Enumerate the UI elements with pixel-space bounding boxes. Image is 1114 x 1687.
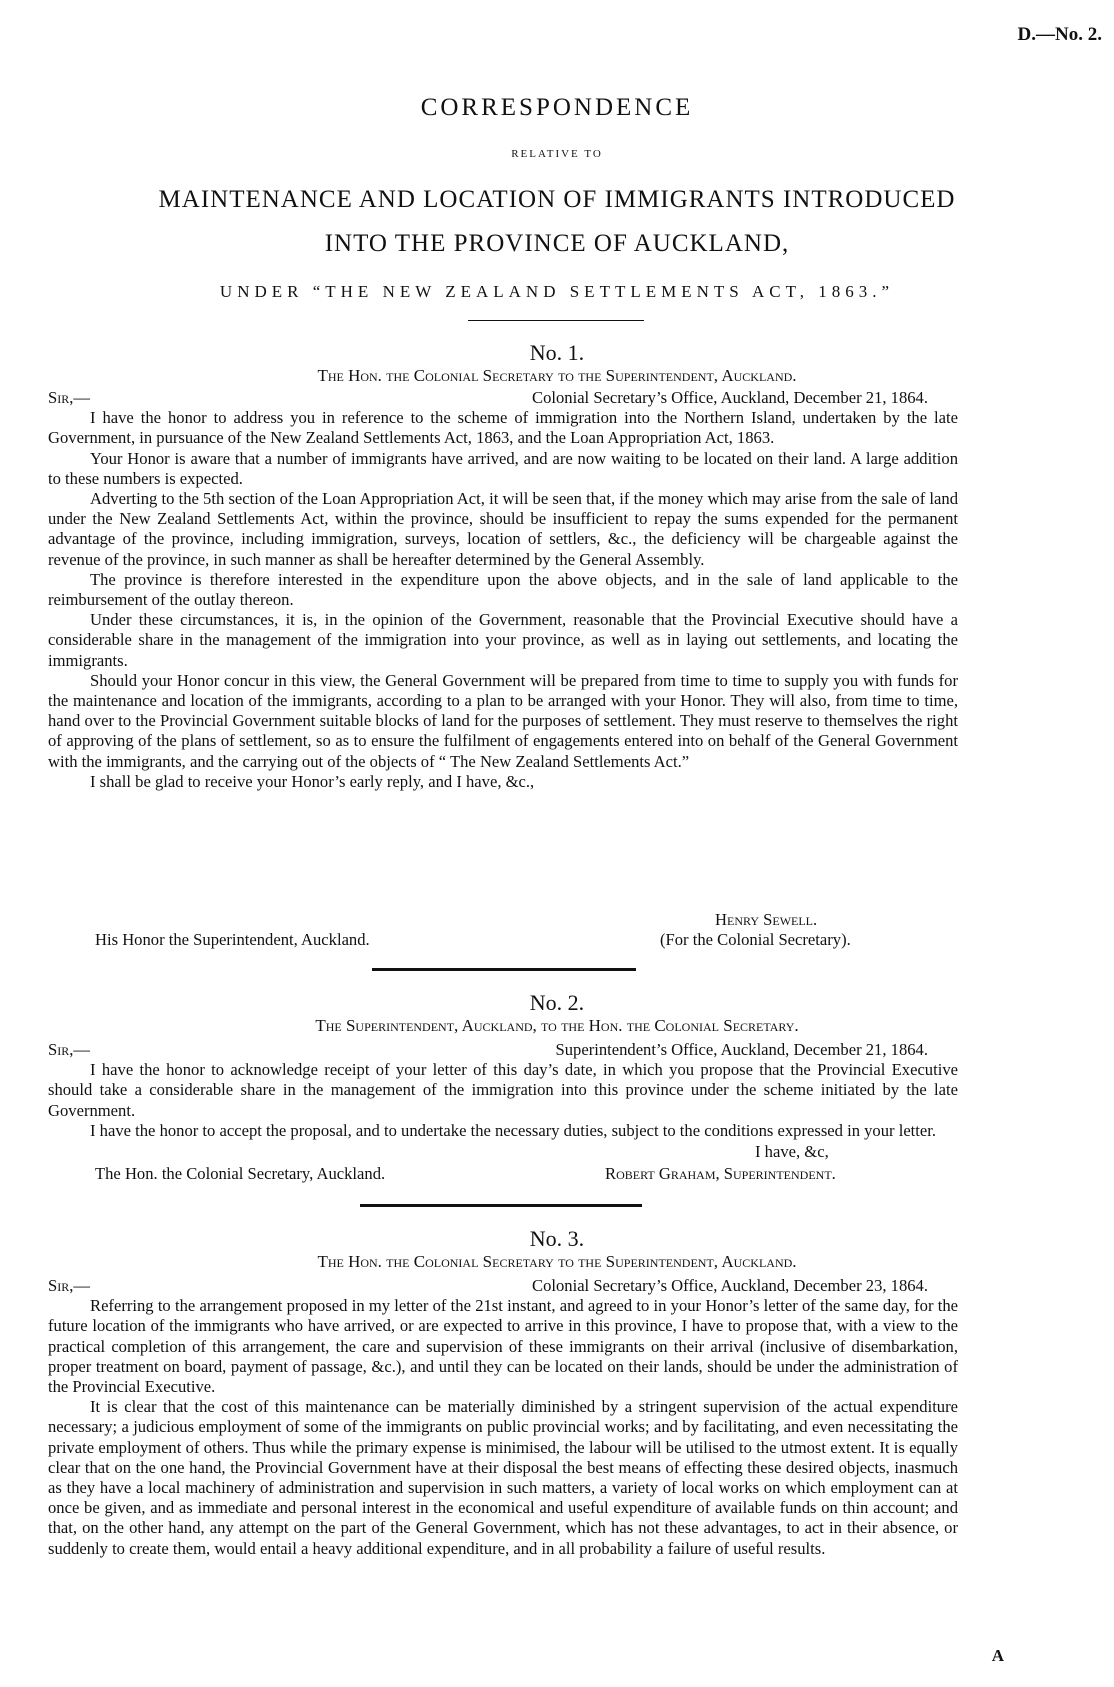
letter-1-paragraph: The province is therefore interested in the expenditure upon the above objects, and in the sale of land applicable to the reimbursement of the outlay thereon. (48, 569, 958, 610)
letter-3-body (48, 1276, 958, 1559)
title-subject-line-1: MAINTENANCE AND LOCATION OF IMMIGRANTS INTRODUCED (158, 186, 956, 213)
letter-2-closing: I have, &c, (755, 1142, 829, 1161)
letter-1-paragraph: Your Honor is aware that a number of immigrants have arrived, and are now waiting to be located on their land. A large addition to these numbers is expected. (48, 448, 958, 488)
letter-1-signatory-role: (For the Colonial Secretary). (660, 930, 851, 949)
letter-1-addressee: His Honor the Superintendent, Auckland. (95, 930, 370, 949)
letter-3-paragraph: Referring to the arrangement proposed in my letter of the 21st instant, and agreed to in your Honor’s letter of the same day, for the future location of the immigrants who have arrived, or are expected to arrive in this province, I have to propose that, with a view to the practical completion of this arrangement, the care and supervision of these immigrants on their arrival (inclusive of disembarkation, proper treatment on board, payment of passage, &c.), and until they can be located on their lands, should be under the administration of the Provincial Executive. (48, 1296, 958, 1397)
letter-2-address: Superintendent’s Office, Auckland, December 21, 1864. (555, 1040, 928, 1059)
letter-1-address: Colonial Secretary’s Office, Auckland, December 21, 1864. (532, 388, 928, 407)
letter-1-signatory: Henry Sewell. (715, 910, 818, 929)
letter-2-body (48, 1040, 958, 1141)
letter-2-paragraph: I have the honor to accept the proposal, and to undertake the necessary duties, subject to the conditions expressed in your letter. (90, 1120, 937, 1140)
letter-1-heading: No. 1. (529, 340, 585, 365)
letter-1-paragraph: I shall be glad to receive your Honor’s early reply, and I have, &c., (90, 771, 535, 791)
letter-2-from-to: The Superintendent, Auckland, to the Hon. the Colonial Secretary. (315, 1016, 799, 1035)
letter-2-salutation: Sir,— (48, 1040, 90, 1059)
letter-1-from-to: The Hon. the Colonial Secretary to the Superintendent, Auckland. (317, 366, 797, 385)
title-correspondence: CORRESPONDENCE (420, 94, 694, 121)
letter-1-body (48, 388, 958, 792)
letter-1-paragraph: Adverting to the 5th section of the Loan Appropriation Act, it will be seen that, if the money which may arise from the sale of land under the New Zealand Settlements Act, within the province, should be insufficient to repay the sums expended for the permanent advantage of the province, including immigration, surveys, location of settlers, &c., the deficiency will be chargeable against the revenue of the province, in such manner as shall be hereafter determined by the General Assembly. (48, 489, 958, 569)
letter-2-heading: No. 2. (529, 990, 585, 1015)
letter-3-address: Colonial Secretary’s Office, Auckland, December 23, 1864. (532, 1276, 928, 1295)
letter-1-paragraph: Should your Honor concur in this view, the General Government will be prepared from time to time to supply you with funds for the maintenance and location of the immigrants, according to a plan to be arranged with your Honor. They will also, from time to time, hand over to the Provincial Government suitable blocks of land for the purposes of settlement. They must reserve to themselves the right of approving of the plans of settlement, so as to ensure the fulfilment of engagements entered into on behalf of the General Government with the immigrants, and the carrying out of the objects of “ The New Zealand Settlements Act.” (48, 670, 958, 771)
letter-3-paragraph: It is clear that the cost of this maintenance can be materially diminished by a stringent supervision of the actual expenditure necessary; a judicious employment of some of the immigrants on public provincial works; and by facilitating, and even necessitating the private employment of others. Thus while the primary expense is minimised, the labour will be utilised to the utmost extent. It is equally clear that on the one hand, the Provincial Government have at their disposal the best means of effecting these desired objects, inasmuch as they have a local machinery of administration and supervision in such matters, a variety of local works on which employment can at once be given, and as immediate and personal interest in the economical and useful expenditure of available funds on thin account; and that, on the other hand, any attempt on the part of the General Government, which has not these advantages, to act in their absence, or suddenly to create them, would entail a heavy additional expenditure, and in all probability a failure of useful results. (48, 1397, 958, 1558)
signature-mark: A (991, 1646, 1004, 1665)
letter-1-salutation: Sir,— (48, 388, 90, 407)
letter-3-salutation-row (48, 1276, 958, 1296)
letter-2-signatory: Robert Graham, Superintendent. (605, 1164, 836, 1183)
title-act-line: UNDER “THE NEW ZEALAND SETTLEMENTS ACT, 1863.” (219, 282, 895, 301)
letter-3-salutation: Sir,— (48, 1276, 90, 1295)
letter-divider (360, 1204, 642, 1207)
title-divider (468, 320, 644, 321)
letter-2-addressee: The Hon. the Colonial Secretary, Auckland. (95, 1164, 386, 1183)
letter-2-paragraph: I have the honor to acknowledge receipt of your letter of this day’s date, in which you propose that the Provincial Executive should take a considerable share in the management of the immigration into this province under the scheme initiated by the late Government. (48, 1060, 958, 1120)
letter-1-paragraph: I have the honor to address you in reference to the scheme of immigration into the Northern Island, undertaken by the late Government, in pursuance of the New Zealand Settlements Act, 1863, and the Loan Appropriation Act, 1863. (48, 408, 958, 448)
letter-divider (372, 968, 636, 971)
letter-2-salutation-row (48, 1040, 958, 1060)
letter-3-from-to: The Hon. the Colonial Secretary to the Superintendent, Auckland. (317, 1252, 797, 1271)
title-relative-to: RELATIVE TO (511, 148, 603, 160)
letter-1-salutation-row (48, 388, 958, 408)
title-subject-line-2: INTO THE PROVINCE OF AUCKLAND, (324, 230, 790, 257)
letter-1-paragraph: Under these circumstances, it is, in the opinion of the Government, reasonable that the Provincial Executive should have a considerable share in the management of the immigration into your province, as well as in laying out settlements, and locating the immigrants. (48, 610, 958, 670)
letter-3-heading: No. 3. (529, 1226, 585, 1251)
document-reference: D.—No. 2. (1017, 24, 1102, 45)
